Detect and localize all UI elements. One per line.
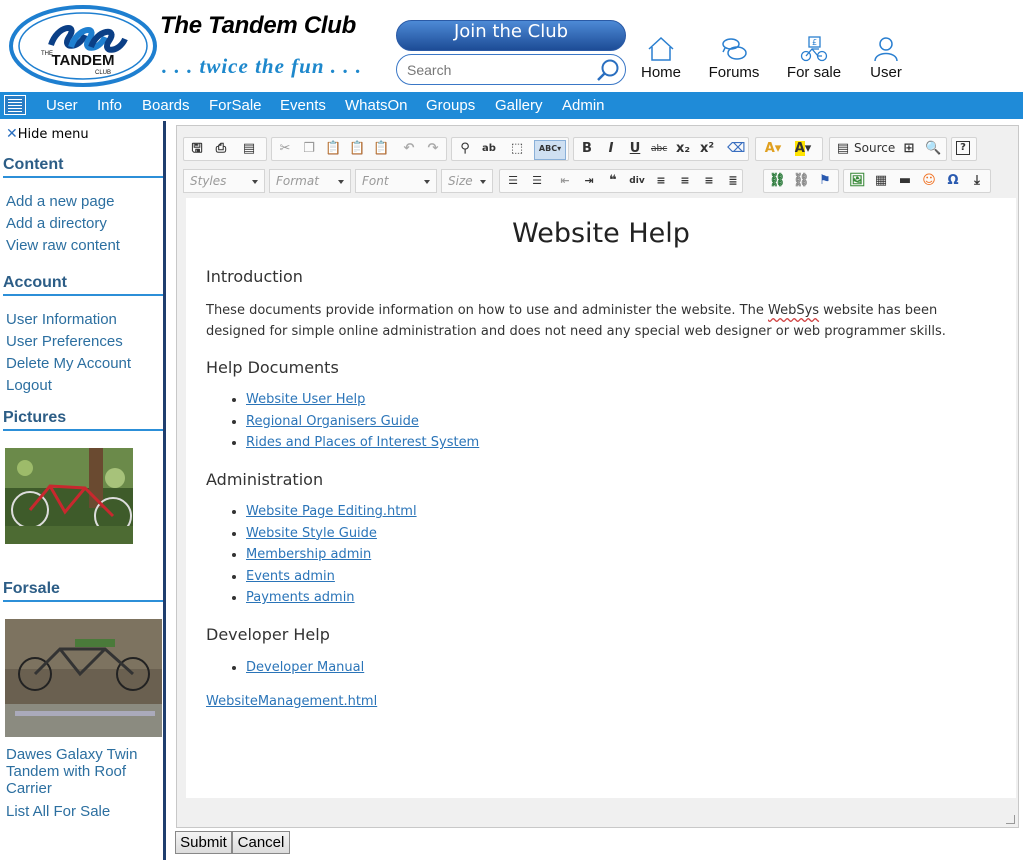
anchor-icon[interactable]: ⚑ bbox=[819, 173, 831, 188]
preview-icon[interactable]: 🔍 bbox=[925, 141, 942, 156]
heading-introduction: Introduction bbox=[206, 267, 303, 286]
menu-item-user[interactable]: User bbox=[46, 97, 78, 114]
list-item bbox=[246, 414, 479, 436]
svg-text:TANDEM: TANDEM bbox=[51, 52, 115, 69]
sidebar bbox=[0, 121, 166, 860]
toolbar-group-document bbox=[183, 137, 267, 161]
link-developer-manual[interactable]: Developer Manual bbox=[246, 660, 365, 675]
toolbar-group-tools bbox=[829, 137, 947, 161]
hide-menu-link[interactable] bbox=[6, 126, 89, 142]
intro-websys-word: WebSys bbox=[767, 303, 820, 318]
blockquote-icon[interactable]: ❝ bbox=[609, 173, 617, 188]
editor-bottom-bar bbox=[176, 798, 1019, 828]
indent-icon[interactable]: ⇥ bbox=[584, 174, 594, 187]
administration-list bbox=[226, 504, 417, 612]
heading-developer-help: Developer Help bbox=[206, 625, 330, 644]
toolbar-group-basicstyles bbox=[573, 137, 749, 161]
nav-home-label: Home bbox=[640, 64, 681, 81]
list-item bbox=[246, 590, 417, 612]
help-icon[interactable]: ? bbox=[956, 141, 970, 155]
svg-text:£: £ bbox=[811, 38, 818, 47]
size-combo[interactable]: Size bbox=[441, 169, 493, 193]
menu-item-events[interactable]: Events bbox=[280, 97, 326, 114]
forsale-thumbnail[interactable] bbox=[5, 619, 162, 737]
menu-item-boards[interactable]: Boards bbox=[142, 97, 190, 114]
nav-user[interactable] bbox=[851, 36, 921, 81]
intro-text-part-1: These documents provide information on how to use and administer the website. The bbox=[206, 303, 768, 318]
user-icon bbox=[871, 36, 901, 62]
unlink-icon[interactable]: ⛓ bbox=[793, 173, 810, 188]
heading-administration: Administration bbox=[206, 470, 324, 489]
div-container-icon[interactable]: div bbox=[629, 176, 645, 186]
sidebar-link-logout[interactable]: Logout bbox=[6, 377, 52, 394]
link-payments-admin[interactable]: Payments admin bbox=[246, 590, 355, 605]
home-icon bbox=[646, 36, 676, 62]
align-center-icon[interactable]: ≡ bbox=[680, 174, 690, 187]
list-item bbox=[246, 569, 417, 591]
sidebar-link-add-page[interactable]: Add a new page bbox=[6, 193, 115, 210]
toolbar-group-clipboard bbox=[271, 137, 447, 161]
cancel-button[interactable]: Cancel bbox=[232, 831, 290, 854]
strikethrough-icon[interactable]: abc bbox=[651, 144, 668, 154]
sidebar-link-add-directory[interactable]: Add a directory bbox=[6, 215, 107, 232]
toolbar-group-help bbox=[951, 137, 977, 161]
intro-paragraph bbox=[206, 300, 996, 342]
horizontal-rule-icon[interactable]: ▬ bbox=[898, 173, 912, 188]
superscript-icon[interactable]: x² bbox=[699, 141, 715, 156]
link-website-user-help[interactable]: Website User Help bbox=[246, 392, 366, 407]
menu-item-admin[interactable]: Admin bbox=[562, 97, 605, 114]
smiley-icon[interactable]: ☺ bbox=[922, 173, 936, 188]
heading-help-documents: Help Documents bbox=[206, 358, 339, 377]
justify-icon[interactable]: ≣ bbox=[728, 174, 738, 187]
search-input[interactable] bbox=[405, 59, 589, 81]
align-left-icon[interactable]: ≡ bbox=[656, 174, 666, 187]
source-label[interactable]: Source bbox=[854, 141, 896, 155]
sidebar-link-list-all-forsale[interactable]: List All For Sale bbox=[6, 803, 111, 820]
menu-toggle-icon[interactable] bbox=[4, 95, 26, 115]
redo-icon[interactable]: ↷ bbox=[427, 141, 439, 156]
replace-icon[interactable]: ab bbox=[482, 143, 496, 154]
templates-icon[interactable]: ▤ bbox=[242, 141, 256, 156]
sidebar-heading-content: Content bbox=[3, 156, 163, 178]
toolbar-group-editing bbox=[451, 137, 569, 161]
svg-text:THE: THE bbox=[41, 51, 53, 57]
select-all-icon[interactable]: ⬚ bbox=[510, 141, 524, 156]
search-box bbox=[396, 54, 626, 85]
align-right-icon[interactable]: ≡ bbox=[704, 174, 714, 187]
text-color-icon[interactable]: A▾ bbox=[764, 141, 782, 156]
numbered-list-icon[interactable]: ☰ bbox=[508, 174, 518, 187]
paste-word-icon[interactable]: 📋 bbox=[373, 141, 390, 156]
tandem-club-logo[interactable] bbox=[9, 5, 157, 87]
nav-forums[interactable] bbox=[699, 36, 769, 81]
sidebar-link-user-information[interactable]: User Information bbox=[6, 311, 117, 328]
link-website-page-editing[interactable]: Website Page Editing.html bbox=[246, 504, 417, 519]
list-item bbox=[246, 504, 417, 526]
main-menubar bbox=[0, 92, 1023, 119]
nav-home[interactable] bbox=[626, 36, 696, 81]
menu-item-whatson[interactable]: WhatsOn bbox=[345, 97, 408, 114]
site-header bbox=[0, 0, 1023, 91]
list-item bbox=[246, 435, 479, 457]
for-sale-icon bbox=[799, 36, 829, 62]
copy-icon[interactable]: ❐ bbox=[303, 141, 315, 156]
menu-item-gallery[interactable]: Gallery bbox=[495, 97, 543, 114]
sidebar-heading-pictures: Pictures bbox=[3, 409, 163, 431]
list-item bbox=[246, 392, 479, 414]
page-break-icon[interactable]: ⤓ bbox=[974, 173, 980, 188]
editor-content-area[interactable] bbox=[186, 198, 1016, 798]
image-icon[interactable]: 🖼 bbox=[849, 173, 866, 188]
undo-icon[interactable]: ↶ bbox=[403, 141, 415, 156]
remove-format-icon[interactable]: ⌫ bbox=[727, 141, 746, 156]
bulleted-list-icon[interactable]: ☰ bbox=[532, 174, 542, 187]
close-icon: ✕ bbox=[6, 126, 18, 142]
subscript-icon[interactable]: x₂ bbox=[675, 141, 691, 156]
resize-handle-icon[interactable] bbox=[1006, 815, 1015, 824]
italic-icon[interactable]: I bbox=[608, 141, 614, 156]
font-combo[interactable]: Font bbox=[355, 169, 437, 193]
toolbar-group-paragraph bbox=[499, 169, 743, 193]
developer-list bbox=[226, 660, 364, 682]
sidebar-heading-forsale: Forsale bbox=[3, 580, 163, 602]
list-item bbox=[246, 547, 417, 569]
site-title: The Tandem Club bbox=[160, 12, 356, 39]
nav-for-sale-label: For sale bbox=[786, 64, 842, 81]
help-documents-list bbox=[226, 392, 479, 457]
svg-text:CLUB: CLUB bbox=[95, 70, 112, 76]
list-item bbox=[246, 526, 417, 548]
menu-item-info[interactable]: Info bbox=[97, 97, 123, 114]
paste-icon[interactable]: 📋 bbox=[325, 141, 342, 156]
maximize-icon[interactable]: ⊞ bbox=[903, 141, 915, 156]
link-rides-places-interest[interactable]: Rides and Places of Interest System bbox=[246, 435, 480, 450]
cut-icon[interactable]: ✂ bbox=[279, 141, 291, 156]
outdent-icon[interactable]: ⇤ bbox=[560, 174, 570, 187]
search-icon[interactable] bbox=[595, 57, 621, 83]
styles-combo[interactable]: Styles bbox=[183, 169, 265, 193]
sidebar-heading-account: Account bbox=[3, 274, 163, 296]
link-website-style-guide[interactable]: Website Style Guide bbox=[246, 525, 377, 541]
pictures-thumbnail[interactable] bbox=[5, 448, 133, 544]
table-icon[interactable]: ▦ bbox=[874, 173, 888, 188]
sidebar-link-view-raw[interactable]: View raw content bbox=[6, 237, 120, 254]
toolbar-group-insert bbox=[843, 169, 991, 193]
submit-button[interactable]: Submit bbox=[175, 831, 232, 854]
link-website-management[interactable]: WebsiteManagement.html bbox=[206, 694, 378, 709]
menu-item-forsale[interactable]: ForSale bbox=[209, 97, 262, 114]
background-color-icon[interactable]: A▾ bbox=[794, 141, 812, 156]
toolbar-group-colors bbox=[755, 137, 823, 161]
site-tagline: . . . twice the fun . . . bbox=[162, 54, 363, 78]
sidebar-link-delete-account[interactable]: Delete My Account bbox=[6, 355, 132, 372]
intro-text-part-2: website has been designed for simple online administration and does not need any special web designer or web programmer skills. bbox=[206, 303, 946, 339]
nav-user-label: User bbox=[870, 64, 902, 81]
hide-menu-label: Hide menu bbox=[17, 127, 89, 142]
link-events-admin[interactable]: Events admin bbox=[246, 568, 335, 584]
print-icon[interactable]: ⎙ bbox=[215, 141, 227, 156]
editor-toolbar-row-1 bbox=[183, 137, 1013, 161]
link-icon[interactable]: ⛓ bbox=[769, 173, 786, 188]
source-icon[interactable]: ▤ bbox=[836, 141, 850, 156]
join-club-button[interactable]: Join the Club bbox=[396, 20, 626, 51]
toolbar-group-links bbox=[763, 169, 839, 193]
list-item bbox=[246, 660, 364, 682]
forums-icon bbox=[719, 36, 749, 62]
menu-item-groups[interactable]: Groups bbox=[426, 97, 476, 114]
spellcheck-icon[interactable]: ABC▾ bbox=[534, 140, 566, 160]
bold-icon[interactable]: B bbox=[582, 141, 592, 156]
editor-toolbar-row-2 bbox=[183, 169, 1013, 193]
paste-text-icon[interactable]: 📋 bbox=[349, 141, 366, 156]
sidebar-link-user-preferences[interactable]: User Preferences bbox=[6, 333, 123, 350]
nav-for-sale[interactable] bbox=[779, 36, 849, 81]
format-combo[interactable]: Format bbox=[269, 169, 351, 193]
link-membership-admin[interactable]: Membership admin bbox=[246, 547, 372, 562]
link-regional-organisers-guide[interactable]: Regional Organisers Guide bbox=[246, 413, 419, 429]
underline-icon[interactable]: U bbox=[629, 141, 641, 156]
document-title: Website Help bbox=[512, 218, 690, 249]
save-icon[interactable]: 🖫 bbox=[191, 141, 203, 156]
find-icon[interactable]: ⚲ bbox=[460, 141, 470, 156]
sidebar-forsale-item[interactable]: Dawes Galaxy Twin Tandem with Roof Carrier bbox=[6, 746, 138, 797]
nav-forums-label: Forums bbox=[708, 64, 760, 81]
special-char-icon[interactable]: Ω bbox=[947, 173, 959, 188]
